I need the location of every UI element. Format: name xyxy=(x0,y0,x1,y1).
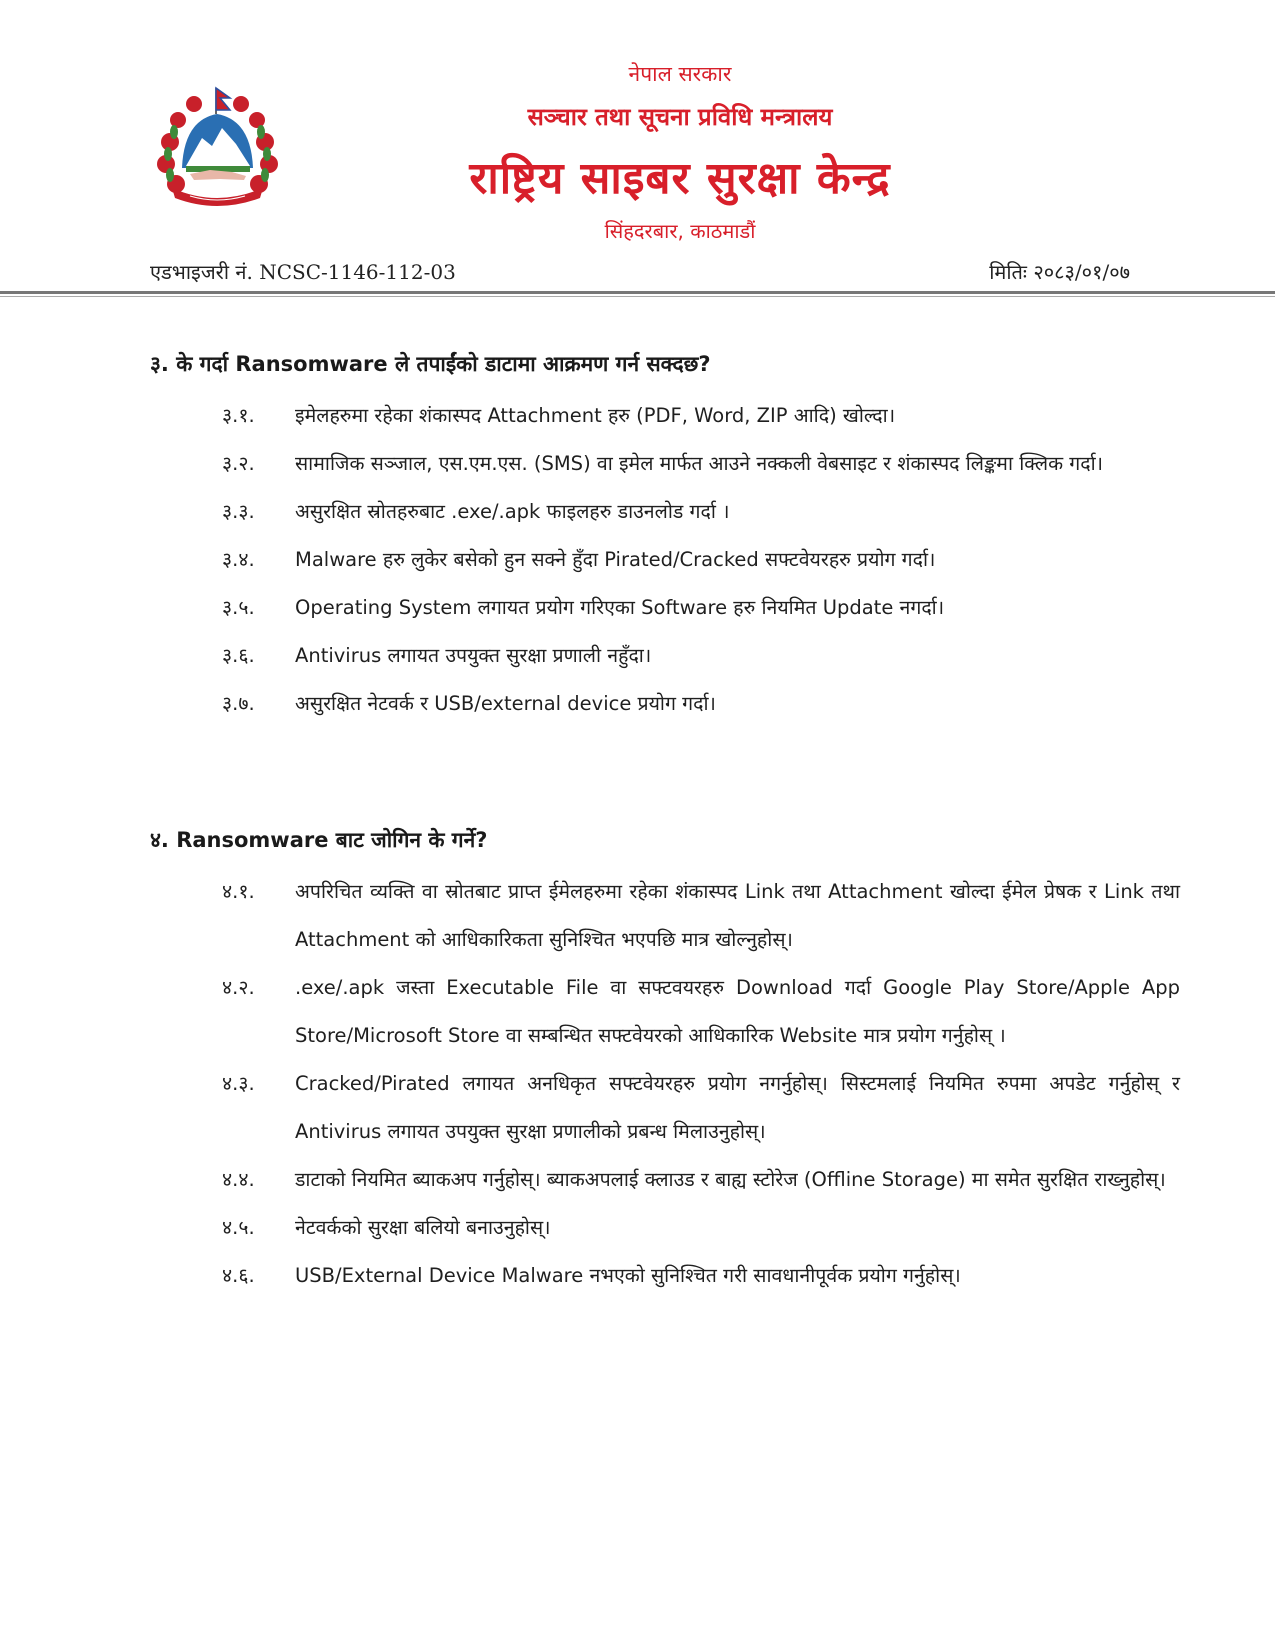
section-3-title: ३. के गर्दा Ransomware ले तपाईंको डाटामा आक्रमण गर्न सक्दछ? xyxy=(150,352,711,376)
advisory-number: एडभाइजरी नं. NCSC-1146-112-03 xyxy=(150,260,456,284)
item-number: ४.४. xyxy=(222,1168,255,1191)
office-location: सिंहदरबार, काठमाडौं xyxy=(604,219,756,243)
item-number: ३.१. xyxy=(222,404,255,427)
list-item xyxy=(150,440,1180,488)
item-number: ४.१. xyxy=(222,880,255,903)
list-item xyxy=(150,1252,1180,1300)
list-item xyxy=(150,392,1180,440)
item-text: नेटवर्कको सुरक्षा बलियो बनाउनुहोस्। xyxy=(295,1216,551,1239)
section-3 xyxy=(150,350,1180,728)
item-number: ३.४. xyxy=(222,548,255,571)
header-divider-thin xyxy=(0,296,1275,297)
section-4-list xyxy=(150,868,1180,1300)
item-text: Antivirus लगायत उपयुक्त सुरक्षा प्रणाली नहुँदा। xyxy=(295,644,652,667)
item-text: असुरक्षित नेटवर्क र USB/external device प्रयोग गर्दा। xyxy=(295,692,716,715)
item-text: असुरक्षित स्रोतहरुबाट .exe/.apk फाइलहरु डाउनलोड गर्दा । xyxy=(295,500,730,523)
item-text: सामाजिक सञ्जाल, एस.एम.एस. (SMS) वा इमेल मार्फत आउने नक्कली वेबसाइट र शंकास्पद लिङ्कमा क्लिक गर्दा। xyxy=(295,452,1104,475)
ministry-name: सञ्चार तथा सूचना प्रविधि मन्त्रालय xyxy=(527,103,833,131)
section-4 xyxy=(150,826,1180,1300)
item-text: Cracked/Pirated लगायत अनधिकृत सफ्टवेयरहरु प्रयोग नगर्नुहोस्। सिस्टमलाई नियमित रुपमा अपडेट गर्नुहोस् र Antivirus लगायत उपयुक्त सुरक्षा प्रणालीको प्रबन्ध मिलाउनुहोस्। xyxy=(295,1072,1180,1143)
reference-row xyxy=(150,258,1130,290)
list-item xyxy=(150,584,1180,632)
item-text: USB/External Device Malware नभएको सुनिश्चित गरी सावधानीपूर्वक प्रयोग गर्नुहोस्। xyxy=(295,1264,961,1287)
item-number: ३.७. xyxy=(222,692,255,715)
item-text: डाटाको नियमित ब्याकअप गर्नुहोस्। ब्याकअपलाई क्लाउड र बाह्य स्टोरेज (Offline Storage) मा समेत सुरक्षित राख्नुहोस्। xyxy=(295,1168,1166,1191)
section-3-list xyxy=(150,392,1180,728)
list-item xyxy=(150,632,1180,680)
advisory-date: मितिः २०८३/०१/०७ xyxy=(989,260,1130,284)
list-item xyxy=(150,1156,1180,1204)
item-number: ३.५. xyxy=(222,596,255,619)
section-4-title: ४. Ransomware बाट जोगिन के गर्ने? xyxy=(150,828,488,852)
item-number: ३.३. xyxy=(222,500,255,523)
nepal-emblem-icon xyxy=(150,80,285,210)
item-text: Malware हरु लुकेर बसेको हुन सक्ने हुँदा Pirated/Cracked सफ्टवेयरहरु प्रयोग गर्दा। xyxy=(295,548,936,571)
list-item xyxy=(150,536,1180,584)
list-item xyxy=(150,1060,1180,1156)
list-item xyxy=(150,680,1180,728)
item-number: ४.६. xyxy=(222,1264,255,1287)
item-text: इमेलहरुमा रहेका शंकास्पद Attachment हरु (PDF, Word, ZIP आदि) खोल्दा। xyxy=(295,404,896,427)
list-item xyxy=(150,1204,1180,1252)
item-text: Operating System लगायत प्रयोग गरिएका Software हरु नियमित Update नगर्दा। xyxy=(295,596,945,619)
list-item xyxy=(150,964,1180,1060)
list-item xyxy=(150,488,1180,536)
government-name: नेपाल सरकार xyxy=(628,62,732,86)
item-number: ४.२. xyxy=(222,976,255,999)
header-divider xyxy=(0,291,1275,294)
item-number: ४.३. xyxy=(222,1072,255,1095)
item-text: अपरिचित व्यक्ति वा स्रोतबाट प्राप्त ईमेलहरुमा रहेका शंकास्पद Link तथा Attachment खोल्दा ईमेल प्रेषक र Link तथा Attachment को आधिकारिकता सुनिश्चित भएपछि मात्र खोल्नुहोस्। xyxy=(295,880,1180,951)
list-item xyxy=(150,868,1180,964)
item-text: .exe/.apk जस्ता Executable File वा सफ्टवयरहरु Download गर्दा Google Play Store/Apple App Store/Microsoft Store वा सम्बन्धित सफ्टवेयरको आधिकारिक Website मात्र प्रयोग गर्नुहोस् । xyxy=(295,976,1180,1047)
item-number: ४.५. xyxy=(222,1216,255,1239)
item-number: ३.२. xyxy=(222,452,255,475)
organization-name: राष्ट्रिय साइबर सुरक्षा केन्द्र xyxy=(469,153,891,204)
item-number: ३.६. xyxy=(222,644,255,667)
